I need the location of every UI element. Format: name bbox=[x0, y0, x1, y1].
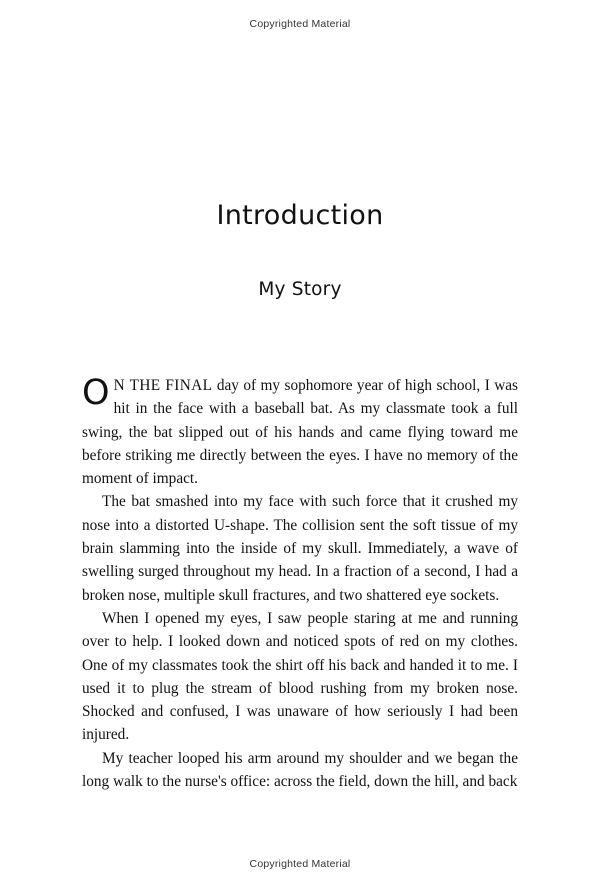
paragraph-2: The bat smashed into my face with such force that it crushed my nose into a distorted U-shape. The collision sent the soft tissue of my brain slamming into the inside of my skull. Immediately, a wave of swelling surged throughout my head. In a fraction of a second, I had a broken nose, multiple skull fractures, and two shattered eye sockets. bbox=[82, 493, 518, 604]
chapter-subtitle: My Story bbox=[258, 279, 342, 300]
paragraph-1 bbox=[82, 374, 518, 490]
copyright-watermark-bottom: Copyrighted Material bbox=[249, 858, 351, 870]
paragraph-1-smallcaps: N THE FINAL bbox=[113, 377, 213, 394]
paragraph-4: My teacher looped his arm around my shoulder and we began the long walk to the nurse's office: across the field, down the hill, and back bbox=[82, 749, 518, 791]
drop-cap: O bbox=[82, 373, 110, 413]
paragraph-3: When I opened my eyes, I saw people staring at me and running over to help. I looked down and noticed spots of red on my clothes. One of my classmates took the shirt off his back and handed it to me. I used it to plug the stream of blood rushing from my broken nose. Shocked and confused, I was unaware of how seriously I had been injured. bbox=[82, 609, 518, 744]
copyright-watermark-top: Copyrighted Material bbox=[249, 18, 351, 30]
paragraph-1-text: day of my sophomore year of high school, I was hit in the face with a baseball bat. As my classmate took a full swing, the bat slipped out of his hands and came flying toward me before striking me directly between the eyes. I have no memory of the moment of impact. bbox=[82, 377, 519, 488]
body-text bbox=[82, 374, 518, 793]
chapter-title: Introduction bbox=[216, 200, 384, 231]
